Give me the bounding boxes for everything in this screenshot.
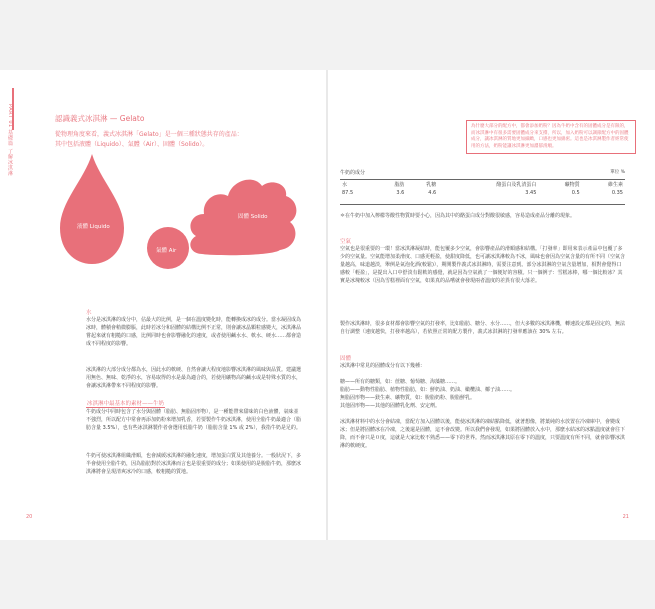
- air-heading: 空氣: [340, 239, 352, 245]
- liquid-drop-shape: [60, 154, 124, 264]
- solid-list: [340, 378, 625, 410]
- table-header: 酪蛋白及乳清蛋白: [496, 182, 537, 188]
- page-number-right: 21: [622, 514, 629, 520]
- section-title: 認識義式冰淇淋 — Gelato: [55, 114, 145, 123]
- table-note: ＊在牛奶中加入檸檬等酸性物質時要小心，因為其中的酪蛋白成分對酸很敏感，容易造成產品分離的現象。: [340, 213, 576, 219]
- side-label: PART 01 基礎篇 了解冰淇淋: [7, 104, 13, 176]
- intro-line-1: 從物理角度來看，義式冰淇淋「Gelato」是一個三種狀態共存的產品：: [55, 131, 243, 138]
- milk-paragraph-2: 牛奶可使冰淇淋組織滑順，也會減緩冰淇淋的融化速度，增加蛋白質及其他養分。一般狀況下，多半會使用全脂牛奶，因為脂肪對於冰淇淋而言也是很重要的成分；如果使用的是脫脂牛奶，那麼冰淇淋將會呈現清爽冰冷的口感，較粗糙的質地。: [86, 453, 302, 475]
- book-spread: [0, 70, 655, 540]
- table-cell: 3.45: [525, 190, 537, 196]
- make-paragraph: 製作冰淇淋時，很多食材都會影響空氣的打發率，比如脂肪、糖分、水分……，但大多數的冰淇淋機，轉速設定都是固定的，無法自行調整（速度越快，打發率越高），若依照正常的配方製作，義式冰淇淋的打發率應該在 30% 左右。: [340, 321, 626, 335]
- table-header: 乳糖: [426, 182, 437, 188]
- page-number-left: 20: [26, 514, 33, 520]
- state-shapes-svg: [40, 150, 320, 270]
- table-cell: 87.5: [342, 190, 354, 196]
- left-page: [0, 70, 327, 540]
- table-row: [340, 189, 625, 197]
- milk-heading: 冰淇淋中最基本的素材——牛奶: [87, 401, 165, 407]
- state-illustration: [40, 150, 320, 270]
- water-paragraph: 水分是冰淇淋的成分中，佔最大的比例，是一個在溫度變化時，能轉換成冰的成分。當水凝固成為冰時，體積會稍微膨脹，此時若冰分和固體的結構比例不正常，則會讓冰晶顆粒感變大，冰淇淋品嘗起來就有粗糙的口感，比例同時也會影響融化的速度，或者使用鹹水水、軟水、硬水……都會造成不同程度的影響。: [86, 317, 302, 347]
- table-caption: 牛奶的成分: [340, 170, 366, 176]
- milk-composition-table: [340, 180, 625, 197]
- table-header-row: [340, 180, 625, 189]
- callout-box: 為什麼大部分的配方中，都會添加奶粉？因為牛奶中含有的固體成分是有限的，而冰淇淋中有很多需要固體成分來支撐，所以，加入奶粉可以調節配方中的固體成分，讓冰淇淋的質地更加細緻，口感也更加綿密。這也是冰淇淋製作者經常使用的方法，奶粉能讓冰淇淋更加濃郁滑順。: [466, 120, 636, 154]
- table-header: 水: [342, 182, 348, 188]
- table-cell: 0.5: [571, 190, 580, 196]
- list-item: 其他固形物——其他的固體乳化劑、安定劑。: [340, 403, 441, 409]
- list-item: 無脂固形物——鎂生素、礦物質，如：脫脂奶粉、脫脂鮮乳。: [340, 395, 476, 401]
- table-cell: 4.6: [428, 190, 437, 196]
- liquid-label: 液體 Liquido: [77, 224, 110, 230]
- intro-line-2: 其中包括液體（Liquido）、氣體（Air）、固體（Solido）。: [55, 141, 209, 148]
- table-cell: 3.6: [396, 190, 405, 196]
- list-item: 糖——所有的糖類，如：蔗糖、葡萄糖、海藻糖……。: [340, 379, 461, 385]
- air-paragraph: 空氣也是很重要的一環！當冰淇淋凝結時，能包覆多少空氣，會影響產品的滑順感和結構。「打發率」即用來表示產品中包覆了多少的空氣量。空氣能增加柔滑度、口感更輕盈，使甜度降低，也可讓冰淇淋較為不冰，風味也會因為空氣含量的有所不同（空氣含量越高，味道越淡，舉例是氣泡化酒(較鬆)），期開製作義式冰淇淋時，需要注意到。部分冰淇淋的空氣含量增加，相對會覺得口感較「輕盈」，是提出入口中舒淡有鬆軟的感覺，就是因為空氣就了一個便好的容積。只一個例子：雪糕冰棒，哪一個比較冰？其實是冰塊較冰（因為雪糕裡面有空氣，如果真的品嚐就會發現兩者溫度的差異有很大落差。: [340, 246, 626, 284]
- table-header: 脂肪: [394, 182, 405, 188]
- table-unit: 單位 %: [610, 170, 625, 175]
- water-paragraph-2: 冰淇淋的大部分成分都為水，因此水的軟硬、自然會讓大程度地影響冰淇淋的風味與品質。建議選用無色、無味、乾淨的水，容易取得的水是最為適合的，若使用礦物高的鹹水或是特殊水質的水，會讓冰淇淋帶來不同程度的影響。: [86, 367, 302, 389]
- milk-paragraph: 牛奶成分中同時包含了水分與固體（脂肪、無脂固形物），是一種能帶來甜味的白色液體，氣味並不強烈，所以配方中常會再添加奶粉來增加乳香，若要製作牛奶冰淇淋，使用全脂牛奶最適合（脂肪含量 3.5%），也有些冰淇淋製作者會選用低脂牛奶（脂肪含量 1% 或 2%），我指牛奶是足的。: [86, 409, 302, 431]
- table-cell: 0.35: [611, 190, 623, 196]
- right-page: [328, 70, 655, 540]
- solid-heading: 固體: [340, 356, 352, 362]
- solid-label: 固體 Solido: [238, 214, 268, 220]
- table-bottom-rule: [340, 204, 625, 205]
- solid-paragraph: 冰淇淋材料中的水分會結凍，當配方加入固體以後，能使冰淇淋的凍結點降低，就著想像，將葉純的水放置在冷凍庫中，會變成冰；但是將固體冰在冷凍，之後還是固體，這不會改變。所以我們會發現，如果將固體放入水中，那麼水結冰的冰點溫度就會往下降，而不會只是０度，這就是大家比較不熟悉——零下的世界。然而冰淇淋其原在零下的溫度，只要溫度有所不同，就會影響冰淇淋的軟硬度。: [340, 419, 626, 449]
- air-label: 氣體 Air: [156, 248, 177, 254]
- water-heading: 水: [86, 310, 92, 316]
- list-item: 脂肪——動物性脂肪、植物性脂肪，如：鮮奶油、奶油、橄欖油、椰子油……。: [340, 387, 516, 393]
- intro-text: [55, 130, 290, 150]
- table-header: 礦物質: [564, 182, 580, 188]
- table-header: 維生素: [607, 182, 623, 188]
- solid-intro: 冰淇淋中常見的固體成分有以下幾種：: [340, 363, 426, 369]
